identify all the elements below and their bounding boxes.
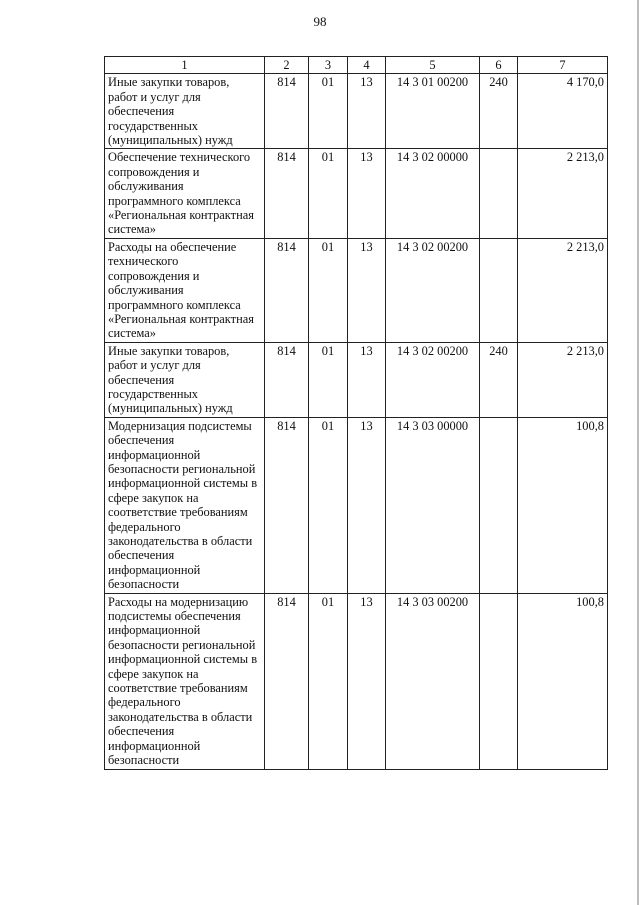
table-header-row: [105, 57, 608, 74]
section-code: 01: [309, 417, 348, 593]
table-row: [105, 74, 608, 149]
subsection-code: 13: [348, 417, 386, 593]
amount: 2 213,0: [518, 238, 608, 342]
column-header: 4: [348, 57, 386, 74]
department-code: 814: [265, 342, 309, 417]
expense-type-code: [480, 593, 518, 769]
table-row: [105, 417, 608, 593]
column-header: 2: [265, 57, 309, 74]
amount: 2 213,0: [518, 149, 608, 238]
section-code: 01: [309, 149, 348, 238]
page-edge-shadow: [637, 0, 639, 905]
column-header: 3: [309, 57, 348, 74]
subsection-code: 13: [348, 74, 386, 149]
section-code: 01: [309, 238, 348, 342]
subsection-code: 13: [348, 149, 386, 238]
column-header: 1: [105, 57, 265, 74]
department-code: 814: [265, 238, 309, 342]
amount: 100,8: [518, 417, 608, 593]
amount: 4 170,0: [518, 74, 608, 149]
expense-type-code: [480, 149, 518, 238]
expense-name: Иные закупки товаров, работ и услуг для обеспечения государственных (муниципальных) нужд: [105, 342, 265, 417]
target-article-code: 14 3 03 00200: [386, 593, 480, 769]
target-article-code: 14 3 03 00000: [386, 417, 480, 593]
expense-type-code: 240: [480, 342, 518, 417]
page-number: 98: [313, 14, 327, 29]
department-code: 814: [265, 593, 309, 769]
expense-name: Расходы на обеспечение технического сопровождения и обслуживания программного комплекса «Региональная контрактная система»: [105, 238, 265, 342]
target-article-code: 14 3 02 00000: [386, 149, 480, 238]
subsection-code: 13: [348, 238, 386, 342]
expense-type-code: [480, 417, 518, 593]
target-article-code: 14 3 02 00200: [386, 238, 480, 342]
budget-table: [104, 56, 608, 770]
expense-name: Обеспечение технического сопровождения и обслуживания программного комплекса «Региональная контрактная система»: [105, 149, 265, 238]
expense-name: Иные закупки товаров, работ и услуг для обеспечения государственных (муниципальных) нужд: [105, 74, 265, 149]
expense-name: Модернизация подсистемы обеспечения информационной безопасности региональной информационной системы в сфере закупок на соответствие требованиям федерального законодательства в области обеспечения информационной безопасности: [105, 417, 265, 593]
target-article-code: 14 3 01 00200: [386, 74, 480, 149]
amount: 2 213,0: [518, 342, 608, 417]
column-header: 5: [386, 57, 480, 74]
table-row: [105, 149, 608, 238]
subsection-code: 13: [348, 593, 386, 769]
section-code: 01: [309, 342, 348, 417]
table-row: [105, 342, 608, 417]
department-code: 814: [265, 74, 309, 149]
expense-name: Расходы на модернизацию подсистемы обеспечения информационной безопасности региональной информационной системы в сфере закупок на соответствие требованиям федерального законодательства в области обеспечения информационной безопасности: [105, 593, 265, 769]
amount: 100,8: [518, 593, 608, 769]
expense-type-code: 240: [480, 74, 518, 149]
column-header: 6: [480, 57, 518, 74]
target-article-code: 14 3 02 00200: [386, 342, 480, 417]
section-code: 01: [309, 74, 348, 149]
table-row: [105, 593, 608, 769]
department-code: 814: [265, 417, 309, 593]
expense-type-code: [480, 238, 518, 342]
column-header: 7: [518, 57, 608, 74]
subsection-code: 13: [348, 342, 386, 417]
section-code: 01: [309, 593, 348, 769]
table-row: [105, 238, 608, 342]
department-code: 814: [265, 149, 309, 238]
